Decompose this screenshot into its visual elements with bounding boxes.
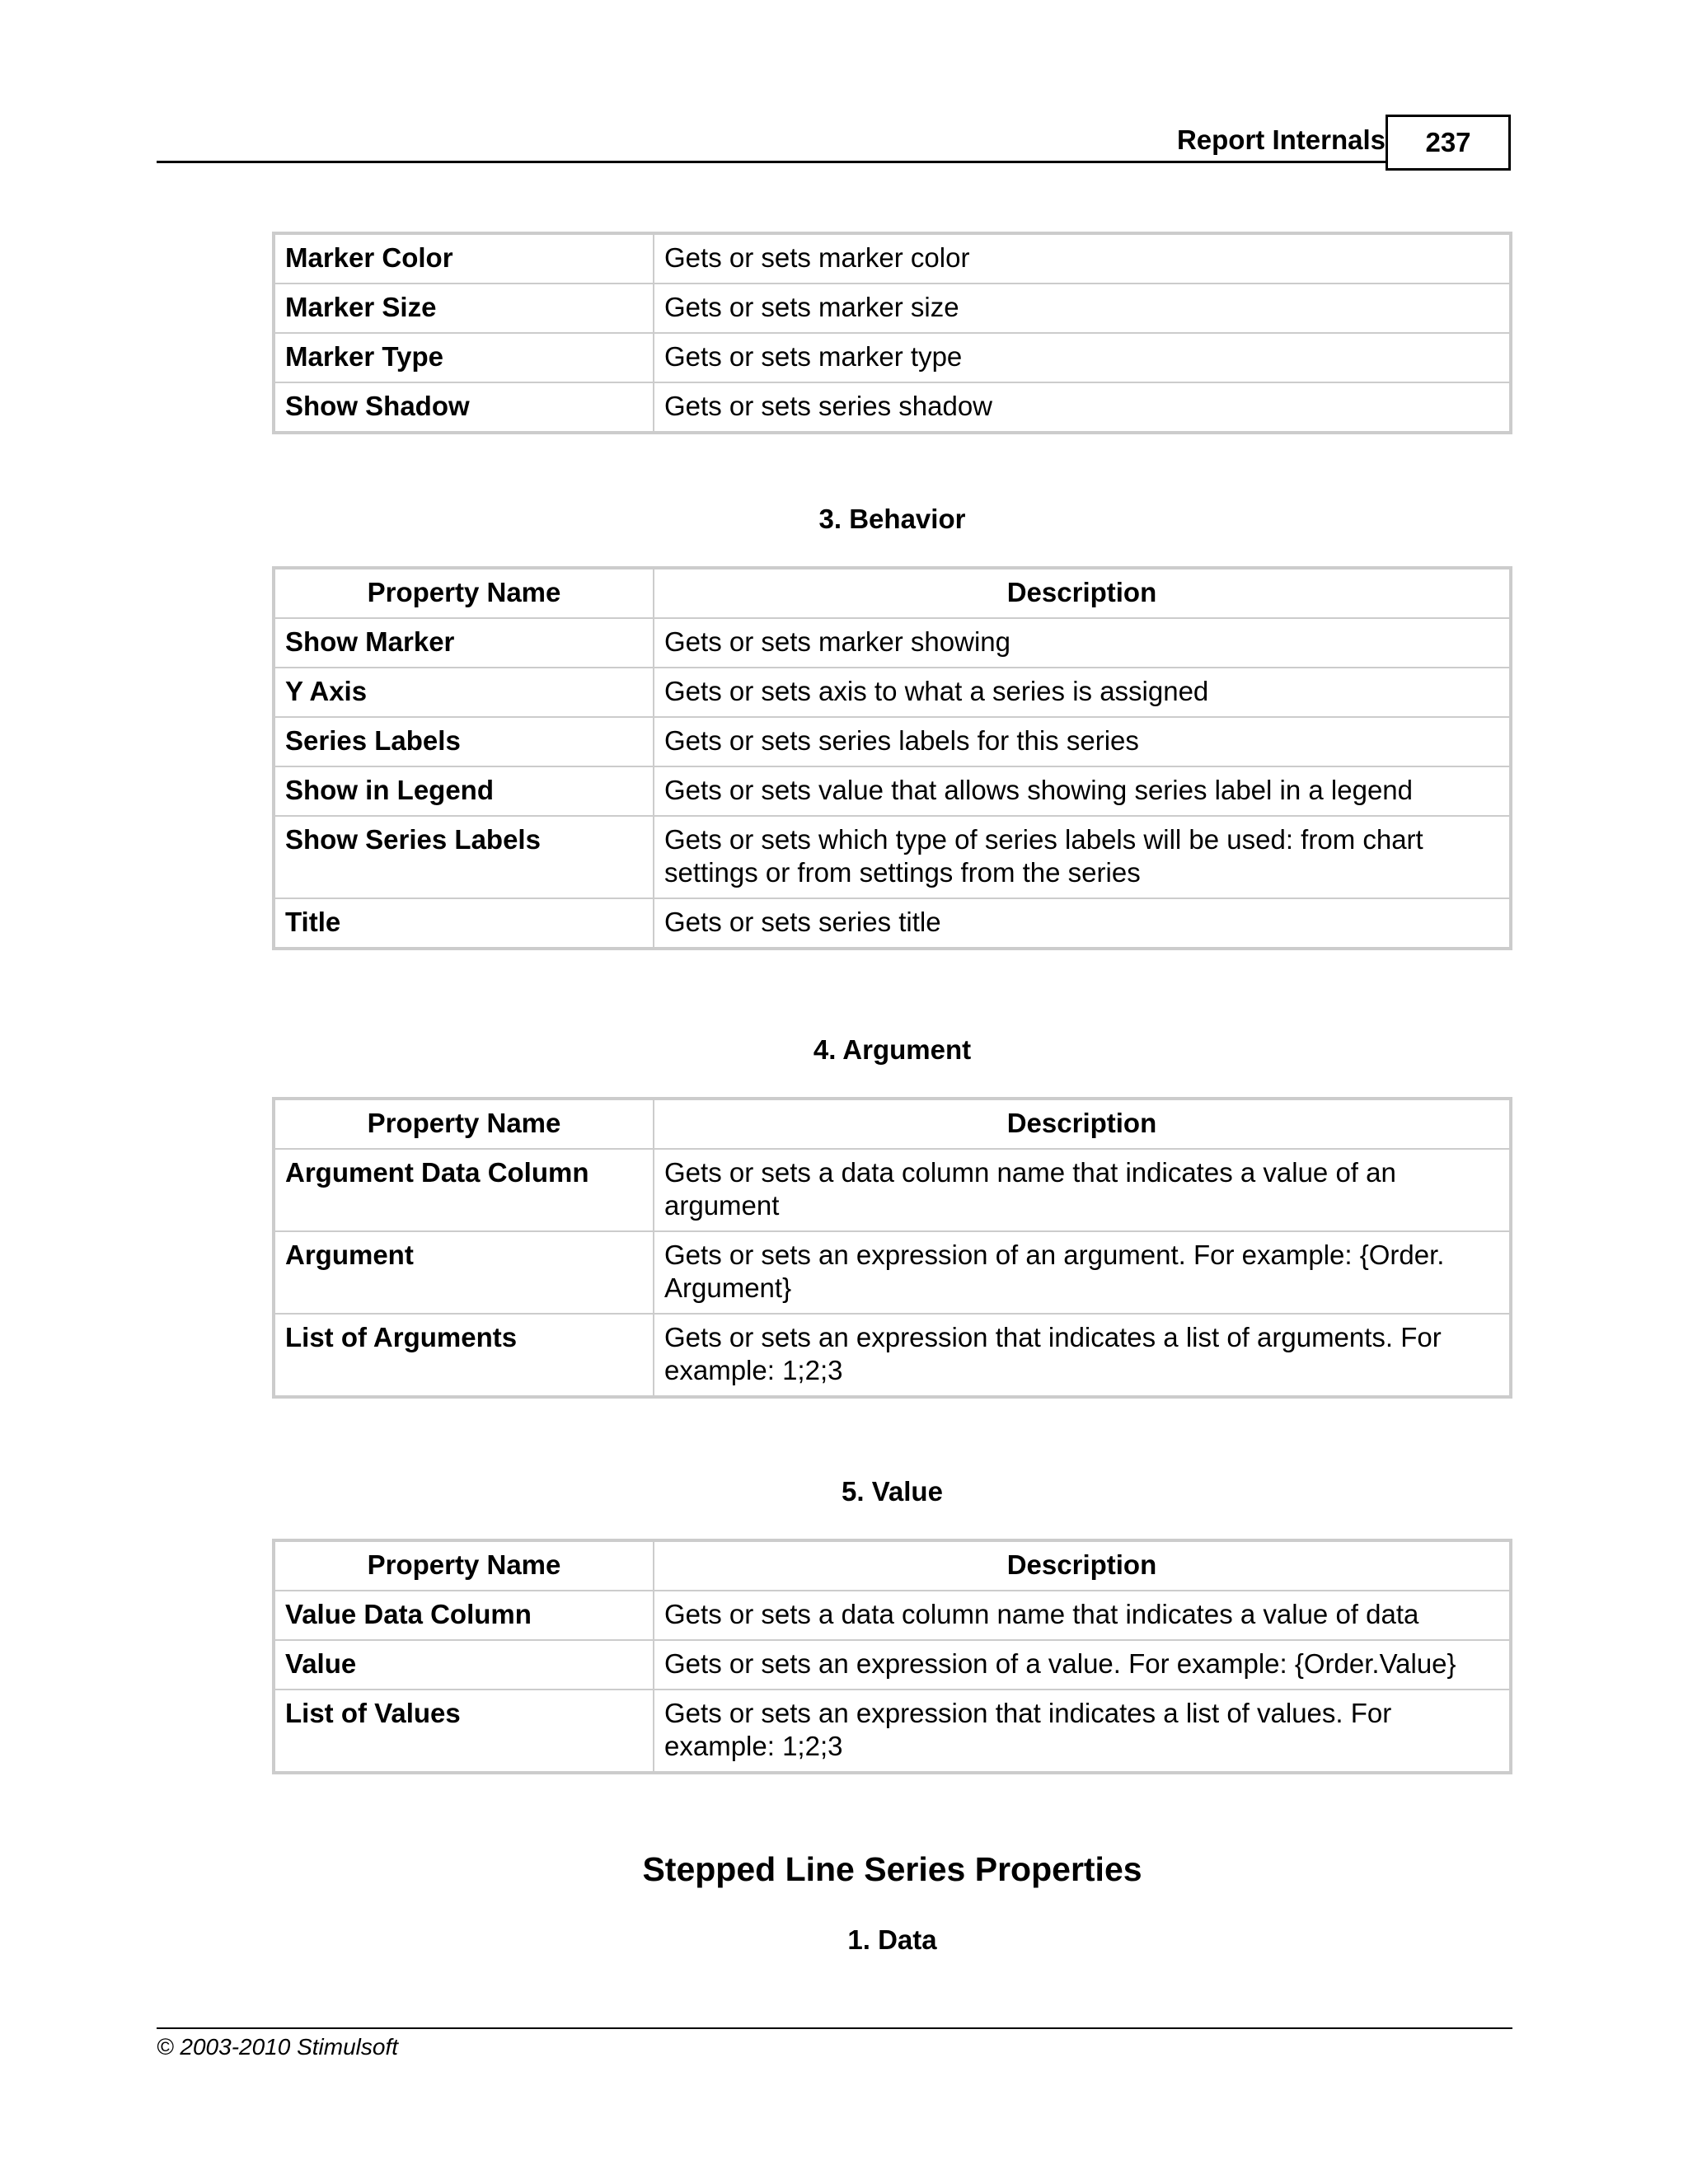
property-name: Marker Type [274,333,654,382]
property-description: Gets or sets series title [654,898,1511,949]
property-description: Gets or sets a data column name that indicates a value of data [654,1591,1511,1640]
table-row [274,717,1511,766]
table-header-row [274,568,1511,618]
property-name: Title [274,898,654,949]
table-header-row [274,1099,1511,1149]
property-description: Gets or sets an expression of an argument. For example: {Order. Argument} [654,1231,1511,1314]
table-row [274,1591,1511,1640]
property-description: Gets or sets which type of series labels will be used: from chart settings or from settings from the series [654,816,1511,898]
property-name: Value Data Column [274,1591,654,1640]
table-row [274,1231,1511,1314]
property-name: Series Labels [274,717,654,766]
property-name: Value [274,1640,654,1690]
table-row [274,618,1511,668]
property-description: Gets or sets marker color [654,233,1511,284]
column-header-description: Description [654,1099,1511,1149]
table-row [274,1149,1511,1231]
table-row [274,284,1511,333]
column-header-property-name: Property Name [274,568,654,618]
page-number: 237 [1386,115,1511,171]
property-name: Show in Legend [274,766,654,816]
section-heading-behavior: 3. Behavior [818,504,966,534]
section-heading-argument: 4. Argument [813,1034,972,1065]
table-row [274,1314,1511,1397]
column-header-property-name: Property Name [274,1540,654,1591]
column-header-property-name: Property Name [274,1099,654,1149]
property-name: Show Shadow [274,382,654,433]
value-table [272,1539,1512,1774]
property-name: Argument Data Column [274,1149,654,1231]
property-name: List of Arguments [274,1314,654,1397]
property-name: Show Marker [274,618,654,668]
property-name: Argument [274,1231,654,1314]
table-row [274,766,1511,816]
column-header-description: Description [654,1540,1511,1591]
property-description: Gets or sets series labels for this series [654,717,1511,766]
table-row [274,898,1511,949]
footer-rule [157,2027,1512,2029]
table-row [274,1690,1511,1773]
column-header-description: Description [654,568,1511,618]
table-header-row [274,1540,1511,1591]
behavior-table [272,566,1512,950]
stepped-line-series-heading: Stepped Line Series Properties [642,1850,1142,1888]
property-name: List of Values [274,1690,654,1773]
section-heading-data: 1. Data [847,1924,937,1955]
property-name: Marker Size [274,284,654,333]
section-heading-value: 5. Value [842,1476,943,1507]
property-description: Gets or sets marker size [654,284,1511,333]
property-description: Gets or sets an expression that indicates a list of arguments. For example: 1;2;3 [654,1314,1511,1397]
property-name: Marker Color [274,233,654,284]
properties-table-continued [272,232,1512,434]
property-description: Gets or sets an expression that indicates a list of values. For example: 1;2;3 [654,1690,1511,1773]
table-row [274,668,1511,717]
running-header-title: Report Internals [1176,124,1386,155]
argument-table [272,1097,1512,1399]
property-description: Gets or sets an expression of a value. For example: {Order.Value} [654,1640,1511,1690]
property-name: Show Series Labels [274,816,654,898]
table-row [274,233,1511,284]
table-row [274,333,1511,382]
table-row [274,1640,1511,1690]
property-description: Gets or sets marker type [654,333,1511,382]
copyright-footer: © 2003-2010 Stimulsoft [157,2034,399,2060]
property-description: Gets or sets marker showing [654,618,1511,668]
property-description: Gets or sets axis to what a series is assigned [654,668,1511,717]
table-row [274,816,1511,898]
property-name: Y Axis [274,668,654,717]
table-row [274,382,1511,433]
property-description: Gets or sets series shadow [654,382,1511,433]
property-description: Gets or sets value that allows showing series label in a legend [654,766,1511,816]
header-rule [157,161,1388,163]
property-description: Gets or sets a data column name that indicates a value of an argument [654,1149,1511,1231]
